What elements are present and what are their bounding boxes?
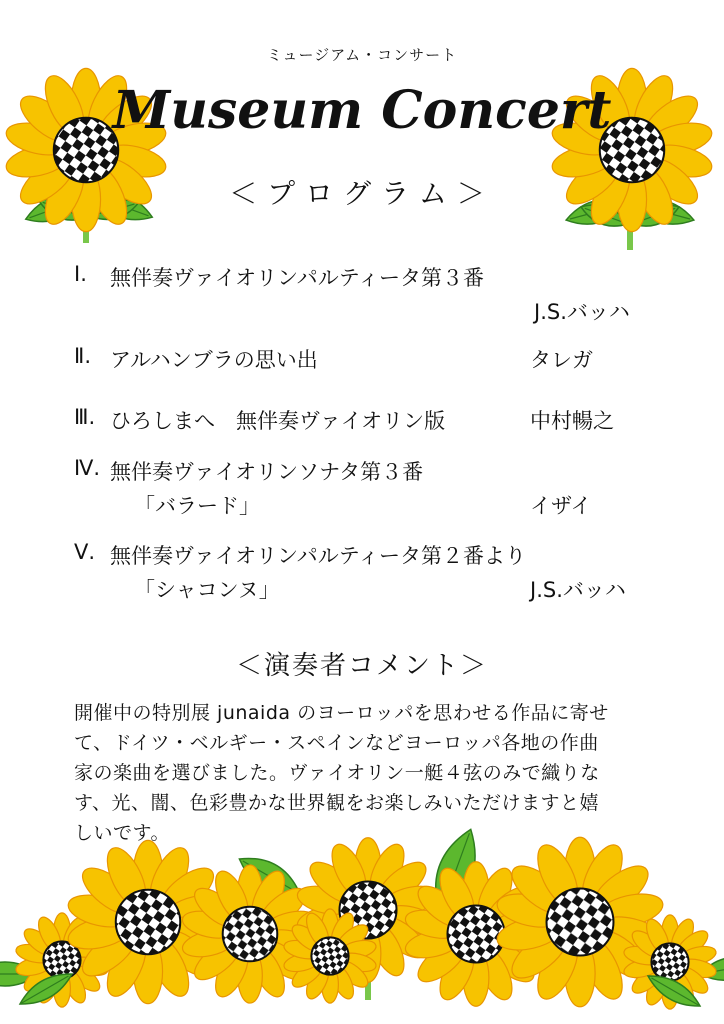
- program-composer: タレガ: [530, 348, 593, 372]
- program-piece-title: ひろしまへ 無伴奏ヴァイオリン版: [110, 409, 446, 433]
- program-composer: イザイ: [530, 494, 592, 518]
- sunflower-border-bottom: [0, 824, 724, 1024]
- program-composer: J.S.バッハ: [534, 300, 630, 324]
- ground-band: [0, 1000, 724, 1024]
- program-numeral: Ⅴ.: [74, 540, 96, 564]
- program-composer: 中村暢之: [530, 409, 614, 433]
- comment-line: 開催中の特別展 junaida のヨーロッパを思わせる作品に寄せ: [74, 702, 609, 724]
- comment-line: しいです。: [74, 822, 170, 844]
- program-numeral: Ⅳ.: [74, 456, 101, 480]
- comment-line: す、光、闇、色彩豊かな世界観をお楽しみいただけますと嬉: [74, 792, 599, 814]
- comment-line: て、ドイツ・ベルギー・スペインなどヨーロッパ各地の作曲: [74, 732, 599, 754]
- program-piece-title: アルハンブラの思い出: [110, 348, 318, 372]
- program-piece-subtitle: 「シャコンヌ」: [134, 578, 280, 602]
- program-numeral: Ⅲ.: [74, 405, 96, 429]
- program-piece-subtitle: 「バラード」: [134, 494, 260, 518]
- program-piece-title: 無伴奏ヴァイオリンパルティータ第３番: [110, 266, 485, 290]
- program-piece-title: 無伴奏ヴァイオリンソナタ第３番: [110, 460, 424, 484]
- concert-subtitle: ミュージアム・コンサート: [266, 46, 458, 64]
- program-heading: ＜プログラム＞: [229, 177, 495, 210]
- comment-line: 家の楽曲を選びました。ヴァイオリン一艇４弦のみで織りな: [74, 762, 600, 784]
- performer-comment-heading: ＜演奏者コメント＞: [235, 651, 488, 681]
- program-numeral: Ⅰ.: [74, 262, 87, 286]
- program-composer: J.S.バッハ: [530, 578, 626, 602]
- concert-title: Museum Concert: [112, 80, 612, 141]
- program-numeral: Ⅱ.: [74, 344, 92, 368]
- program-piece-title: 無伴奏ヴァイオリンパルティータ第２番より: [110, 544, 527, 568]
- performer-comment-body: [74, 698, 654, 848]
